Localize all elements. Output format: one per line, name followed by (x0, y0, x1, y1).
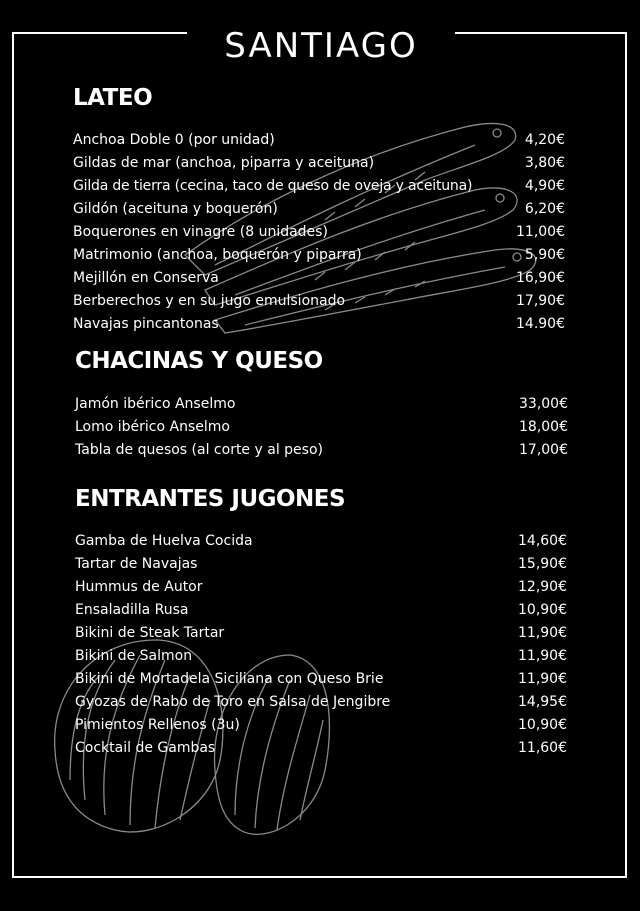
item-price: 11,60€ (518, 739, 567, 756)
item-name: Navajas pincantonas (73, 315, 219, 332)
item-price: 11,90€ (518, 670, 567, 687)
list-item (75, 598, 567, 621)
item-name: Bikini de Steak Tartar (75, 624, 225, 641)
item-name: Gilda de tierra (cecina, taco de queso de oveja y aceituna) (73, 177, 473, 194)
list-item (75, 736, 567, 759)
frame-top-right-line (455, 32, 627, 34)
item-price: 11,90€ (518, 647, 567, 664)
list-item (75, 575, 567, 598)
item-name: Gildón (aceituna y boquerón) (73, 200, 278, 217)
item-price: 15,90€ (518, 555, 567, 572)
item-price: 17,90€ (516, 292, 565, 309)
list-item (75, 438, 568, 461)
section-heading-chacinas: CHACINAS Y QUESO (75, 348, 323, 374)
item-name: Cocktail de Gambas (75, 739, 216, 756)
list-item (75, 667, 567, 690)
list-item (73, 266, 565, 289)
list-item (73, 312, 565, 335)
list-item (75, 713, 567, 736)
section-heading-entrantes: ENTRANTES JUGONES (75, 486, 346, 512)
item-name: Tartar de Navajas (75, 555, 198, 572)
list-item (75, 690, 567, 713)
item-name: Lomo ibérico Anselmo (75, 418, 230, 435)
item-price: 10,90€ (518, 601, 567, 618)
item-name: Ensaladilla Rusa (75, 601, 189, 618)
item-price: 11,00€ (516, 223, 565, 240)
item-name: Boquerones en vinagre (8 unidades) (73, 223, 328, 240)
list-item (75, 621, 567, 644)
item-price: 14.90€ (516, 315, 565, 332)
item-price: 14,95€ (518, 693, 567, 710)
list-item (73, 128, 565, 151)
item-price: 11,90€ (518, 624, 567, 641)
item-name: Bikini de Salmon (75, 647, 193, 664)
item-name: Hummus de Autor (75, 578, 203, 595)
list-item (75, 644, 567, 667)
item-name: Anchoa Doble 0 (por unidad) (73, 131, 275, 148)
item-price: 5,90€ (524, 246, 565, 263)
list-item (75, 392, 568, 415)
list-item (73, 220, 565, 243)
item-name: Gamba de Huelva Cocida (75, 532, 253, 549)
list-item (75, 415, 568, 438)
item-price: 14,60€ (518, 532, 567, 549)
item-price: 3,80€ (524, 154, 565, 171)
item-name: Pimientos Rellenos (3u) (75, 716, 240, 733)
item-name: Mejillón en Conserva (73, 269, 219, 286)
item-price: 4,20€ (524, 131, 565, 148)
list-item (75, 552, 567, 575)
item-price: 10,90€ (518, 716, 567, 733)
item-price: 12,90€ (518, 578, 567, 595)
list-item (73, 174, 565, 197)
item-price: 33,00€ (519, 395, 568, 412)
item-name: Jamón ibérico Anselmo (75, 395, 236, 412)
item-name: Gildas de mar (anchoa, piparra y aceituna) (73, 154, 375, 171)
item-price: 17,00€ (519, 441, 568, 458)
restaurant-title: SANTIAGO (224, 26, 418, 66)
item-name: Tabla de quesos (al corte y al peso) (75, 441, 323, 458)
item-price: 4,90€ (524, 177, 565, 194)
chacinas-list (75, 392, 568, 461)
entrantes-list (75, 529, 567, 759)
item-name: Matrimonio (anchoa, boquerón y piparra) (73, 246, 362, 263)
section-heading-lateo: LATEO (73, 85, 153, 111)
item-name: Bikini de Mortadela Siciliana con Queso Brie (75, 670, 384, 687)
frame-top-left-line (12, 32, 187, 34)
list-item (73, 151, 565, 174)
list-item (73, 197, 565, 220)
item-price: 18,00€ (519, 418, 568, 435)
list-item (73, 289, 565, 312)
item-name: Gyozas de Rabo de Toro en Salsa de Jengibre (75, 693, 391, 710)
item-name: Berberechos y en su jugo emulsionado (73, 292, 346, 309)
item-price: 6,20€ (524, 200, 565, 217)
lateo-list (73, 128, 565, 335)
item-price: 16,90€ (516, 269, 565, 286)
list-item (73, 243, 565, 266)
list-item (75, 529, 567, 552)
